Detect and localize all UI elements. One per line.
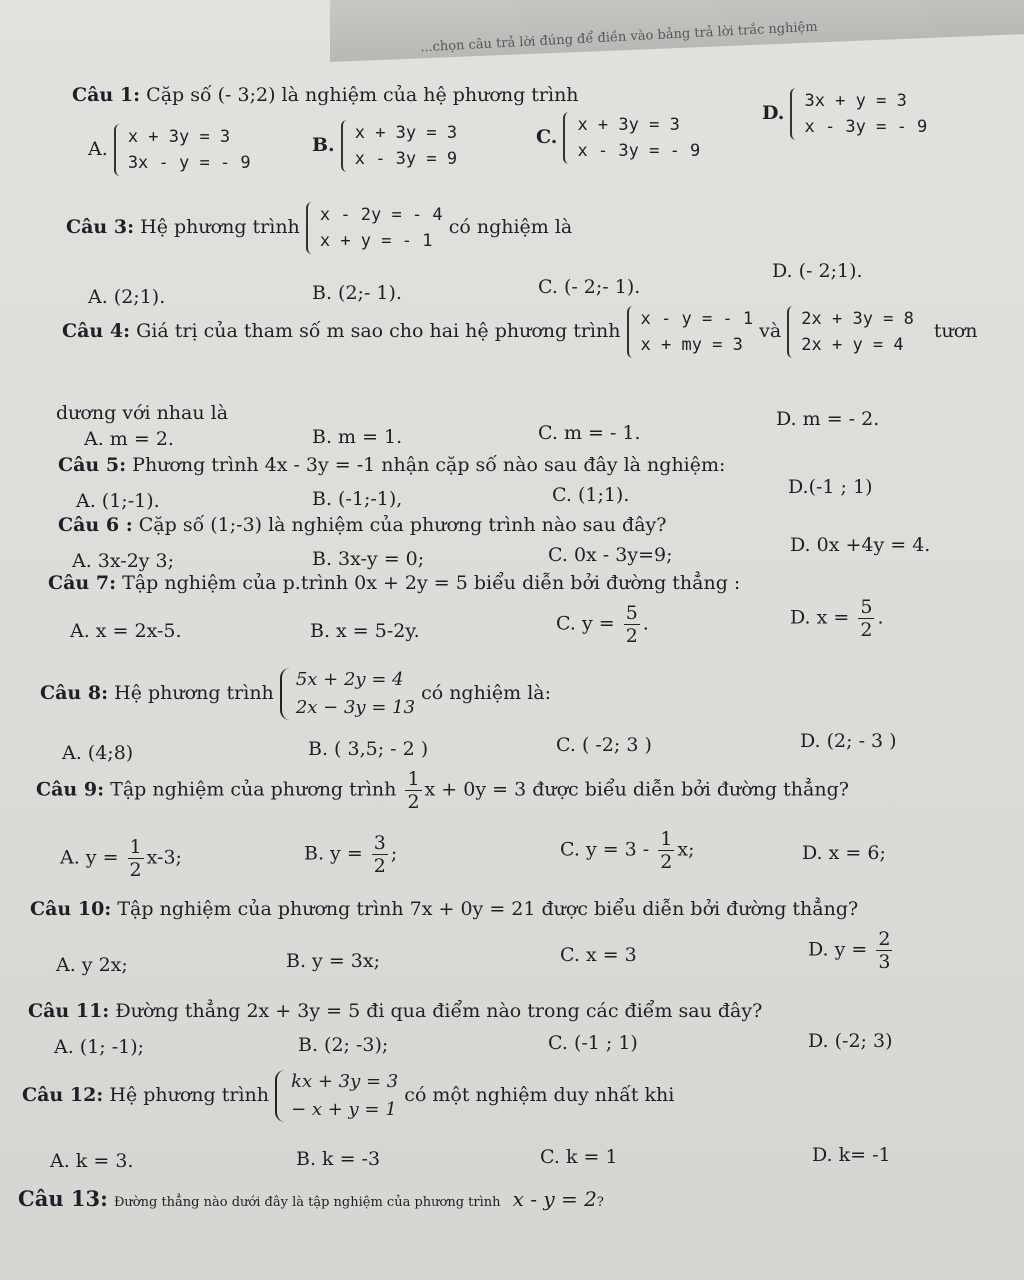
q10-option-b[interactable]: B. y = 3x; [286, 950, 380, 972]
q12-option-a[interactable]: A. k = 3. [50, 1150, 134, 1172]
q11-option-d[interactable]: D. (-2; 3) [808, 1030, 893, 1052]
q4-option-b[interactable]: B. m = 1. [312, 426, 403, 448]
q1-option-b[interactable]: B. x + 3y = 3 x - 3y = 9 [312, 120, 457, 172]
q11-option-b[interactable]: B. (2; -3); [298, 1034, 389, 1056]
q6-option-d[interactable]: D. 0x +4y = 4. [790, 534, 931, 556]
q1-option-c[interactable]: C. x + 3y = 3 x - 3y = - 9 [536, 112, 700, 164]
question-13: Câu 13: Đường thẳng nào dưới đây là tập nghiệm của phương trình x - y = 2? [18, 1186, 604, 1211]
q6-option-c[interactable]: C. 0x - 3y=9; [548, 544, 673, 566]
q9-option-b[interactable]: B. y = $\frac{3}{2}$ ; [304, 832, 398, 877]
q8-option-c[interactable]: C. ( -2; 3 ) [556, 734, 652, 756]
q8-option-a[interactable]: A. (4;8) [62, 742, 134, 764]
q12-option-c[interactable]: C. k = 1 [540, 1146, 618, 1168]
question-6: Câu 6 : Cặp số (1;-3) là nghiệm của phương trình nào sau đây? [58, 514, 667, 536]
q4-option-a[interactable]: A. m = 2. [84, 428, 174, 450]
q12-option-b[interactable]: B. k = -3 [296, 1148, 381, 1170]
q10-option-a[interactable]: A. y 2x; [56, 954, 128, 976]
q5-option-c[interactable]: C. (1;1). [552, 484, 630, 506]
question-1: Câu 1: Cặp số (- 3;2) là nghiệm của hệ phương trình [72, 84, 579, 106]
q7-option-b[interactable]: B. x = 5-2y. [310, 620, 420, 642]
q9-option-d[interactable]: D. x = 6; [802, 842, 886, 864]
q3-option-c[interactable]: C. (- 2;- 1). [538, 276, 641, 298]
q12-option-d[interactable]: D. k= -1 [812, 1144, 891, 1166]
q6-option-b[interactable]: B. 3x-y = 0; [312, 548, 425, 570]
q7-option-c[interactable]: C. y = $\frac{5}{2}$ . [556, 602, 649, 647]
q3-option-d[interactable]: D. (- 2;1). [772, 260, 863, 282]
q3-option-b[interactable]: B. (2;- 1). [312, 282, 402, 304]
q8-option-d[interactable]: D. (2; - 3 ) [800, 730, 897, 752]
question-5: Câu 5: Phương trình 4x - 3y = -1 nhận cặp số nào sau đây là nghiệm: [58, 454, 726, 476]
q4-option-d[interactable]: D. m = - 2. [776, 408, 880, 430]
q4-option-c[interactable]: C. m = - 1. [538, 422, 641, 444]
q11-option-a[interactable]: A. (1; -1); [54, 1036, 145, 1058]
q3-option-a[interactable]: A. (2;1). [88, 286, 166, 308]
question-8: Câu 8: Hệ phương trình 5x + 2y = 4 2x − 3y = 13 có nghiệm là: [40, 669, 552, 718]
q9-option-a[interactable]: A. y = $\frac{1}{2}$ x-3; [60, 836, 182, 881]
question-4: Câu 4: Giá trị của tham số m sao cho hai hệ phương trình x - y = - 1 x + my = 3 và 2x + 3y = 8 2x + y = 4 tươn [62, 306, 977, 358]
q6-option-a[interactable]: A. 3x-2y 3; [72, 550, 175, 572]
question-11: Câu 11: Đường thẳng 2x + 3y = 5 đi qua điểm nào trong các điểm sau đây? [28, 1000, 763, 1022]
q5-option-d[interactable]: D.(-1 ; 1) [788, 476, 873, 498]
q10-option-d[interactable]: D. y = $\frac{2}{3}$ [808, 928, 891, 973]
question-9: Câu 9: Tập nghiệm của phương trình $\frac{1}{2}$ x + 0y = 3 được biểu diễn bởi đường thẳng? [36, 768, 849, 813]
question-7: Câu 7: Tập nghiệm của p.trình 0x + 2y = 5 biểu diễn bởi đường thẳng : [48, 572, 741, 594]
q10-option-c[interactable]: C. x = 3 [560, 944, 637, 966]
question-12: Câu 12: Hệ phương trình kx + 3y = 3 − x + y = 1 có một nghiệm duy nhất khi [22, 1071, 675, 1120]
q1-option-d[interactable]: D. 3x + y = 3 x - 3y = - 9 [762, 88, 927, 140]
q1-option-a[interactable]: A. x + 3y = 3 3x - y = - 9 [88, 124, 251, 176]
q5-option-b[interactable]: B. (-1;-1), [312, 488, 403, 510]
q5-option-a[interactable]: A. (1;-1). [76, 490, 160, 512]
q7-option-a[interactable]: A. x = 2x-5. [70, 620, 182, 642]
q9-option-c[interactable]: C. y = 3 - $\frac{1}{2}$ x; [560, 828, 695, 873]
q11-option-c[interactable]: C. (-1 ; 1) [548, 1032, 638, 1054]
q8-option-b[interactable]: B. ( 3,5; - 2 ) [308, 738, 429, 760]
question-10: Câu 10: Tập nghiệm của phương trình 7x + 0y = 21 được biểu diễn bởi đường thẳng? [30, 898, 859, 920]
q7-option-d[interactable]: D. x = $\frac{5}{2}$ . [790, 596, 884, 641]
question-4-continued: dương với nhau là [56, 402, 229, 424]
instruction-header: ...chọn câu trả lời đúng để điền vào bảng trả lời trắc nghiệm [419, 19, 818, 56]
question-3: Câu 3: Hệ phương trình x - 2y = - 4 x + y = - 1 có nghiệm là [66, 202, 572, 254]
